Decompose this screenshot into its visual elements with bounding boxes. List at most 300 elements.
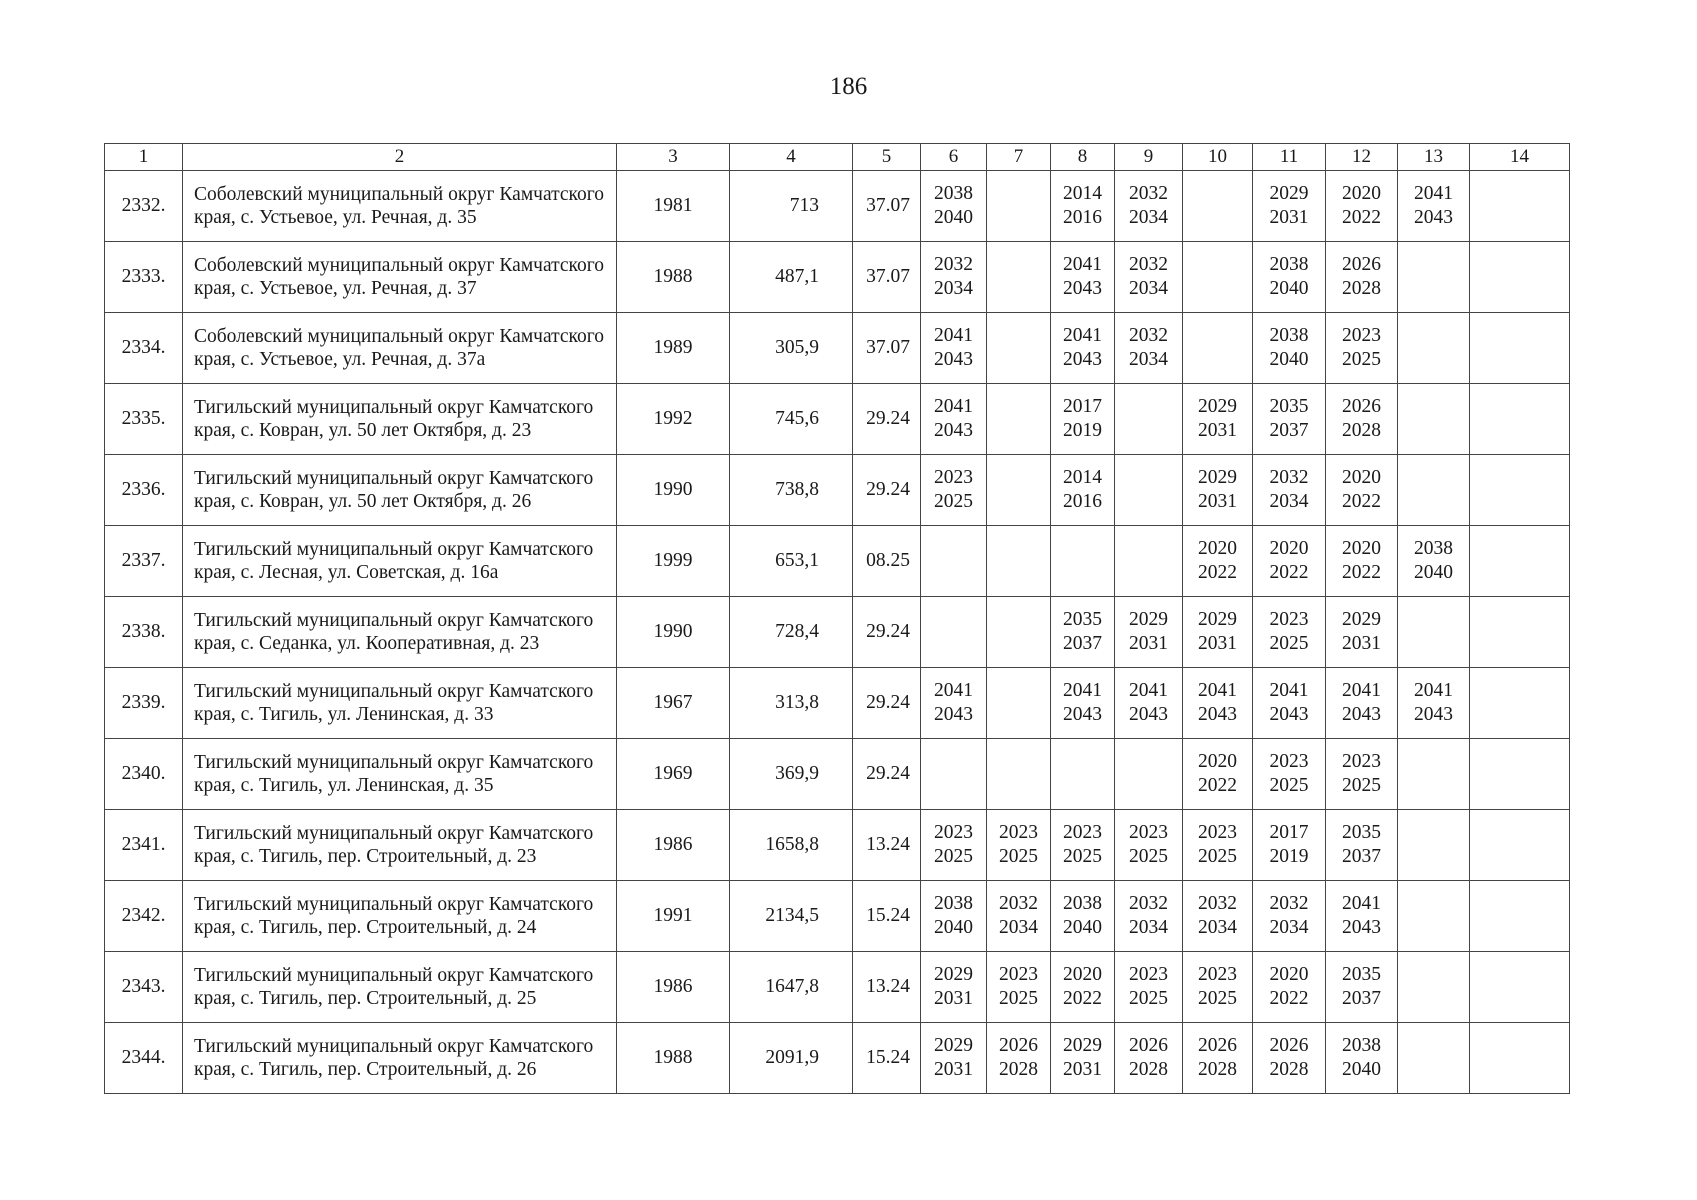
repair-period-col12 <box>1326 952 1398 1023</box>
repair-period <box>1326 324 1397 372</box>
period-end-year: 2028 <box>1129 1059 1168 1080</box>
repair-period-col13 <box>1398 881 1470 952</box>
period-end-year: 2040 <box>934 207 973 228</box>
period-start-year: 2017 <box>1269 822 1309 843</box>
rate-code: 15.24 <box>853 1023 921 1094</box>
construction-year: 1967 <box>617 668 730 739</box>
construction-year: 1986 <box>617 810 730 881</box>
building-address: Тигильский муниципальный округ Камчатского края, с. Седанка, ул. Кооперативная, д. 23 <box>183 597 617 668</box>
period-end-year: 2037 <box>1063 633 1102 654</box>
period-start-year: 2035 <box>1063 609 1102 630</box>
repair-period <box>1051 395 1114 443</box>
repair-period-col12 <box>1326 810 1398 881</box>
period-start-year: 2032 <box>934 254 973 275</box>
building-address: Тигильский муниципальный округ Камчатского края, с. Тигиль, ул. Ленинская, д. 33 <box>183 668 617 739</box>
period-start-year: 2041 <box>1198 680 1237 701</box>
repair-period <box>921 466 986 514</box>
period-end-year: 2016 <box>1063 207 1102 228</box>
repair-period-col12 <box>1326 668 1398 739</box>
period-start-year: 2020 <box>1198 538 1237 559</box>
period-start-year: 2023 <box>1342 325 1381 346</box>
repair-period-col13 <box>1398 526 1470 597</box>
period-start-year: 2020 <box>1063 964 1102 985</box>
period-end-year: 2043 <box>1342 704 1381 725</box>
period-end-year: 2040 <box>1269 278 1309 299</box>
period-start-year: 2038 <box>1269 325 1309 346</box>
period-start-year: 2029 <box>934 964 973 985</box>
column-header: 7 <box>987 144 1051 171</box>
repair-period <box>1183 821 1252 869</box>
construction-year: 1992 <box>617 384 730 455</box>
repair-period-col12 <box>1326 171 1398 242</box>
building-address: Тигильский муниципальный округ Камчатского края, с. Тигиль, пер. Строительный, д. 25 <box>183 952 617 1023</box>
repair-period <box>1051 466 1114 514</box>
period-end-year: 2037 <box>1342 846 1381 867</box>
period-end-year: 2025 <box>999 846 1038 867</box>
repair-period-col7 <box>987 526 1051 597</box>
repair-period <box>987 821 1050 869</box>
repair-period <box>1253 182 1325 230</box>
period-start-year: 2020 <box>1342 467 1381 488</box>
period-start-year: 2026 <box>1342 396 1381 417</box>
row-number: 2336. <box>105 455 183 526</box>
period-start-year: 2041 <box>934 325 973 346</box>
repair-period-col8 <box>1051 597 1115 668</box>
table-row <box>105 242 1570 313</box>
row-number: 2338. <box>105 597 183 668</box>
repair-period-col14 <box>1470 171 1570 242</box>
repair-period <box>1326 182 1397 230</box>
period-start-year: 2032 <box>1269 467 1309 488</box>
repair-period <box>1253 1034 1325 1082</box>
period-start-year: 2023 <box>999 822 1038 843</box>
repair-period <box>1115 892 1182 940</box>
period-start-year: 2041 <box>1269 680 1309 701</box>
repair-period <box>1326 679 1397 727</box>
repair-period <box>1253 821 1325 869</box>
repair-period <box>1253 395 1325 443</box>
repair-period-col6 <box>921 739 987 810</box>
repair-period-col6 <box>921 1023 987 1094</box>
building-address: Тигильский муниципальный округ Камчатского края, с. Тигиль, пер. Строительный, д. 26 <box>183 1023 617 1094</box>
repair-period-col12 <box>1326 1023 1398 1094</box>
period-end-year: 2037 <box>1269 420 1309 441</box>
table-row <box>105 171 1570 242</box>
building-area: 305,9 <box>730 313 853 384</box>
period-start-year: 2035 <box>1342 964 1381 985</box>
table-row <box>105 597 1570 668</box>
period-start-year: 2026 <box>999 1035 1038 1056</box>
period-end-year: 2043 <box>1414 704 1453 725</box>
repair-period <box>1051 182 1114 230</box>
repair-period-col13 <box>1398 810 1470 881</box>
column-header: 6 <box>921 144 987 171</box>
repair-period-col12 <box>1326 242 1398 313</box>
repair-period-col14 <box>1470 242 1570 313</box>
repair-period-col13 <box>1398 668 1470 739</box>
repair-period <box>1051 324 1114 372</box>
repair-period-col6 <box>921 455 987 526</box>
building-area: 653,1 <box>730 526 853 597</box>
repair-period-col6 <box>921 952 987 1023</box>
repair-period-col11 <box>1253 952 1326 1023</box>
building-address: Соболевский муниципальный округ Камчатского края, с. Устьевое, ул. Речная, д. 37 <box>183 242 617 313</box>
repair-period-col7 <box>987 597 1051 668</box>
period-end-year: 2040 <box>1063 917 1102 938</box>
repair-period-col12 <box>1326 597 1398 668</box>
construction-year: 1981 <box>617 171 730 242</box>
period-start-year: 2041 <box>934 680 973 701</box>
construction-year: 1986 <box>617 952 730 1023</box>
repair-period-col9 <box>1115 1023 1183 1094</box>
housing-register-table <box>104 143 1570 1094</box>
repair-period-col9 <box>1115 526 1183 597</box>
repair-period <box>1253 750 1325 798</box>
period-end-year: 2028 <box>1269 1059 1309 1080</box>
period-end-year: 2022 <box>1063 988 1102 1009</box>
building-area: 369,9 <box>730 739 853 810</box>
repair-period <box>1326 821 1397 869</box>
period-end-year: 2022 <box>1342 207 1381 228</box>
repair-period <box>1115 182 1182 230</box>
period-end-year: 2022 <box>1269 562 1309 583</box>
period-end-year: 2025 <box>1198 846 1237 867</box>
rate-code: 08.25 <box>853 526 921 597</box>
period-start-year: 2038 <box>1414 538 1453 559</box>
repair-period <box>921 395 986 443</box>
table-row <box>105 881 1570 952</box>
table-row <box>105 313 1570 384</box>
building-area: 2134,5 <box>730 881 853 952</box>
rate-code: 37.07 <box>853 171 921 242</box>
repair-period-col7 <box>987 1023 1051 1094</box>
period-end-year: 2031 <box>1342 633 1381 654</box>
column-header: 5 <box>853 144 921 171</box>
repair-period-col13 <box>1398 952 1470 1023</box>
rate-code: 29.24 <box>853 739 921 810</box>
repair-period <box>1253 892 1325 940</box>
repair-period <box>1253 324 1325 372</box>
period-end-year: 2025 <box>999 988 1038 1009</box>
period-start-year: 2023 <box>1198 822 1237 843</box>
repair-period <box>1253 679 1325 727</box>
repair-period-col14 <box>1470 739 1570 810</box>
period-end-year: 2028 <box>999 1059 1038 1080</box>
building-address: Соболевский муниципальный округ Камчатского края, с. Устьевое, ул. Речная, д. 35 <box>183 171 617 242</box>
row-number: 2335. <box>105 384 183 455</box>
repair-period <box>921 821 986 869</box>
period-end-year: 2034 <box>1129 278 1168 299</box>
repair-period <box>1326 253 1397 301</box>
construction-year: 1999 <box>617 526 730 597</box>
period-end-year: 2022 <box>1269 988 1309 1009</box>
building-area: 2091,9 <box>730 1023 853 1094</box>
repair-period-col10 <box>1183 171 1253 242</box>
repair-period-col10 <box>1183 881 1253 952</box>
building-address: Тигильский муниципальный округ Камчатского края, с. Лесная, ул. Советская, д. 16а <box>183 526 617 597</box>
repair-period-col6 <box>921 810 987 881</box>
period-start-year: 2038 <box>1342 1035 1381 1056</box>
repair-period-col7 <box>987 455 1051 526</box>
building-area: 745,6 <box>730 384 853 455</box>
repair-period <box>1326 963 1397 1011</box>
row-number: 2339. <box>105 668 183 739</box>
repair-period <box>1051 253 1114 301</box>
period-end-year: 2031 <box>1269 207 1309 228</box>
repair-period-col14 <box>1470 1023 1570 1094</box>
repair-period <box>921 679 986 727</box>
period-end-year: 2034 <box>1129 349 1168 370</box>
period-end-year: 2040 <box>1269 349 1309 370</box>
period-start-year: 2032 <box>999 893 1038 914</box>
repair-period-col10 <box>1183 668 1253 739</box>
rate-code: 29.24 <box>853 597 921 668</box>
repair-period-col11 <box>1253 597 1326 668</box>
period-end-year: 2043 <box>1198 704 1237 725</box>
period-end-year: 2022 <box>1198 562 1237 583</box>
period-start-year: 2029 <box>1198 396 1237 417</box>
repair-period-col8 <box>1051 1023 1115 1094</box>
building-area: 728,4 <box>730 597 853 668</box>
repair-period-col12 <box>1326 881 1398 952</box>
period-start-year: 2038 <box>934 183 973 204</box>
building-area: 313,8 <box>730 668 853 739</box>
repair-period-col7 <box>987 313 1051 384</box>
period-start-year: 2029 <box>1198 467 1237 488</box>
repair-period-col10 <box>1183 242 1253 313</box>
period-start-year: 2041 <box>1414 680 1453 701</box>
repair-period-col11 <box>1253 526 1326 597</box>
period-end-year: 2043 <box>1414 207 1453 228</box>
repair-period-col11 <box>1253 242 1326 313</box>
repair-period-col10 <box>1183 384 1253 455</box>
repair-period <box>1115 821 1182 869</box>
repair-period <box>1115 253 1182 301</box>
period-start-year: 2023 <box>999 964 1038 985</box>
repair-period-col6 <box>921 171 987 242</box>
period-end-year: 2031 <box>1063 1059 1102 1080</box>
period-start-year: 2029 <box>1342 609 1381 630</box>
period-start-year: 2023 <box>1129 964 1168 985</box>
repair-period <box>1115 679 1182 727</box>
period-start-year: 2014 <box>1063 183 1102 204</box>
column-header: 8 <box>1051 144 1115 171</box>
repair-period-col14 <box>1470 313 1570 384</box>
column-header: 13 <box>1398 144 1470 171</box>
repair-period <box>1183 750 1252 798</box>
repair-period-col13 <box>1398 171 1470 242</box>
construction-year: 1988 <box>617 1023 730 1094</box>
repair-period <box>1183 466 1252 514</box>
period-end-year: 2025 <box>934 846 973 867</box>
repair-period-col6 <box>921 881 987 952</box>
repair-period-col14 <box>1470 952 1570 1023</box>
period-end-year: 2025 <box>1129 988 1168 1009</box>
period-start-year: 2029 <box>934 1035 973 1056</box>
period-start-year: 2041 <box>1342 680 1381 701</box>
period-start-year: 2023 <box>1198 964 1237 985</box>
construction-year: 1969 <box>617 739 730 810</box>
period-end-year: 2031 <box>1198 633 1237 654</box>
repair-period-col8 <box>1051 242 1115 313</box>
repair-period-col9 <box>1115 597 1183 668</box>
period-start-year: 2041 <box>1129 680 1168 701</box>
repair-period-col9 <box>1115 952 1183 1023</box>
repair-period-col14 <box>1470 526 1570 597</box>
repair-period <box>1253 963 1325 1011</box>
period-end-year: 2034 <box>1269 491 1309 512</box>
repair-period <box>1326 892 1397 940</box>
period-end-year: 2025 <box>934 491 973 512</box>
period-start-year: 2023 <box>1269 751 1309 772</box>
period-end-year: 2034 <box>934 278 973 299</box>
repair-period-col6 <box>921 597 987 668</box>
repair-period <box>1183 608 1252 656</box>
table-row <box>105 810 1570 881</box>
period-start-year: 2041 <box>1063 680 1102 701</box>
period-start-year: 2023 <box>1063 822 1102 843</box>
repair-period-col8 <box>1051 810 1115 881</box>
repair-period <box>1051 963 1114 1011</box>
period-start-year: 2026 <box>1342 254 1381 275</box>
repair-period-col8 <box>1051 668 1115 739</box>
repair-period <box>1253 253 1325 301</box>
period-end-year: 2019 <box>1063 420 1102 441</box>
repair-period-col8 <box>1051 881 1115 952</box>
repair-period-col8 <box>1051 739 1115 810</box>
repair-period-col10 <box>1183 313 1253 384</box>
period-start-year: 2041 <box>1063 254 1102 275</box>
building-area: 1647,8 <box>730 952 853 1023</box>
period-end-year: 2034 <box>1269 917 1309 938</box>
repair-period-col7 <box>987 171 1051 242</box>
repair-period-col10 <box>1183 810 1253 881</box>
period-end-year: 2034 <box>1198 917 1237 938</box>
repair-period <box>1115 324 1182 372</box>
construction-year: 1988 <box>617 242 730 313</box>
repair-period-col12 <box>1326 739 1398 810</box>
repair-period <box>1051 679 1114 727</box>
period-end-year: 2043 <box>1063 349 1102 370</box>
column-header: 4 <box>730 144 853 171</box>
row-number: 2341. <box>105 810 183 881</box>
repair-period <box>921 182 986 230</box>
construction-year: 1990 <box>617 597 730 668</box>
repair-period-col13 <box>1398 1023 1470 1094</box>
repair-period <box>1115 1034 1182 1082</box>
repair-period <box>1183 892 1252 940</box>
period-start-year: 2023 <box>1342 751 1381 772</box>
repair-period <box>1326 750 1397 798</box>
row-number: 2343. <box>105 952 183 1023</box>
table-row <box>105 384 1570 455</box>
repair-period-col11 <box>1253 313 1326 384</box>
repair-period <box>1398 182 1469 230</box>
period-end-year: 2037 <box>1342 988 1381 1009</box>
period-start-year: 2041 <box>1063 325 1102 346</box>
period-start-year: 2020 <box>1342 538 1381 559</box>
construction-year: 1990 <box>617 455 730 526</box>
repair-period-col10 <box>1183 1023 1253 1094</box>
repair-period-col7 <box>987 739 1051 810</box>
repair-period-col11 <box>1253 1023 1326 1094</box>
repair-period-col8 <box>1051 171 1115 242</box>
rate-code: 15.24 <box>853 881 921 952</box>
period-start-year: 2032 <box>1129 893 1168 914</box>
repair-period <box>987 1034 1050 1082</box>
repair-period-col9 <box>1115 739 1183 810</box>
repair-period-col6 <box>921 668 987 739</box>
period-start-year: 2035 <box>1342 822 1381 843</box>
repair-period-col10 <box>1183 455 1253 526</box>
repair-period-col8 <box>1051 526 1115 597</box>
repair-period <box>921 253 986 301</box>
table-row <box>105 668 1570 739</box>
period-start-year: 2026 <box>1198 1035 1237 1056</box>
period-end-year: 2025 <box>1129 846 1168 867</box>
repair-period <box>1051 821 1114 869</box>
period-end-year: 2043 <box>1342 917 1381 938</box>
period-end-year: 2025 <box>1342 775 1381 796</box>
period-end-year: 2025 <box>1198 988 1237 1009</box>
repair-period-col7 <box>987 668 1051 739</box>
building-address: Тигильский муниципальный округ Камчатского края, с. Ковран, ул. 50 лет Октября, д. 26 <box>183 455 617 526</box>
row-number: 2340. <box>105 739 183 810</box>
repair-period-col12 <box>1326 526 1398 597</box>
period-end-year: 2019 <box>1269 846 1309 867</box>
building-address: Тигильский муниципальный округ Камчатского края, с. Ковран, ул. 50 лет Октября, д. 23 <box>183 384 617 455</box>
row-number: 2342. <box>105 881 183 952</box>
column-number-header-row <box>105 144 1570 171</box>
repair-period-col7 <box>987 881 1051 952</box>
period-end-year: 2034 <box>1129 207 1168 228</box>
repair-period-col11 <box>1253 810 1326 881</box>
repair-period <box>1183 395 1252 443</box>
period-start-year: 2035 <box>1269 396 1309 417</box>
rate-code: 29.24 <box>853 455 921 526</box>
repair-period-col8 <box>1051 952 1115 1023</box>
period-start-year: 2029 <box>1269 183 1309 204</box>
period-start-year: 2038 <box>934 893 973 914</box>
repair-period <box>1115 963 1182 1011</box>
period-end-year: 2031 <box>1129 633 1168 654</box>
period-end-year: 2043 <box>1063 704 1102 725</box>
table-row <box>105 952 1570 1023</box>
period-end-year: 2025 <box>1063 846 1102 867</box>
repair-period <box>1326 537 1397 585</box>
repair-period <box>1115 608 1182 656</box>
repair-period-col11 <box>1253 668 1326 739</box>
column-header: 11 <box>1253 144 1326 171</box>
period-end-year: 2043 <box>1269 704 1309 725</box>
repair-period-col11 <box>1253 384 1326 455</box>
period-end-year: 2025 <box>1269 633 1309 654</box>
building-area: 487,1 <box>730 242 853 313</box>
row-number: 2337. <box>105 526 183 597</box>
repair-period <box>1183 1034 1252 1082</box>
repair-period-col6 <box>921 313 987 384</box>
period-end-year: 2043 <box>934 704 973 725</box>
repair-period-col9 <box>1115 810 1183 881</box>
building-area: 713 <box>730 171 853 242</box>
period-start-year: 2041 <box>1414 183 1453 204</box>
repair-period-col9 <box>1115 455 1183 526</box>
repair-period-col14 <box>1470 384 1570 455</box>
period-end-year: 2016 <box>1063 491 1102 512</box>
column-header: 3 <box>617 144 730 171</box>
period-start-year: 2020 <box>1269 538 1309 559</box>
construction-year: 1989 <box>617 313 730 384</box>
